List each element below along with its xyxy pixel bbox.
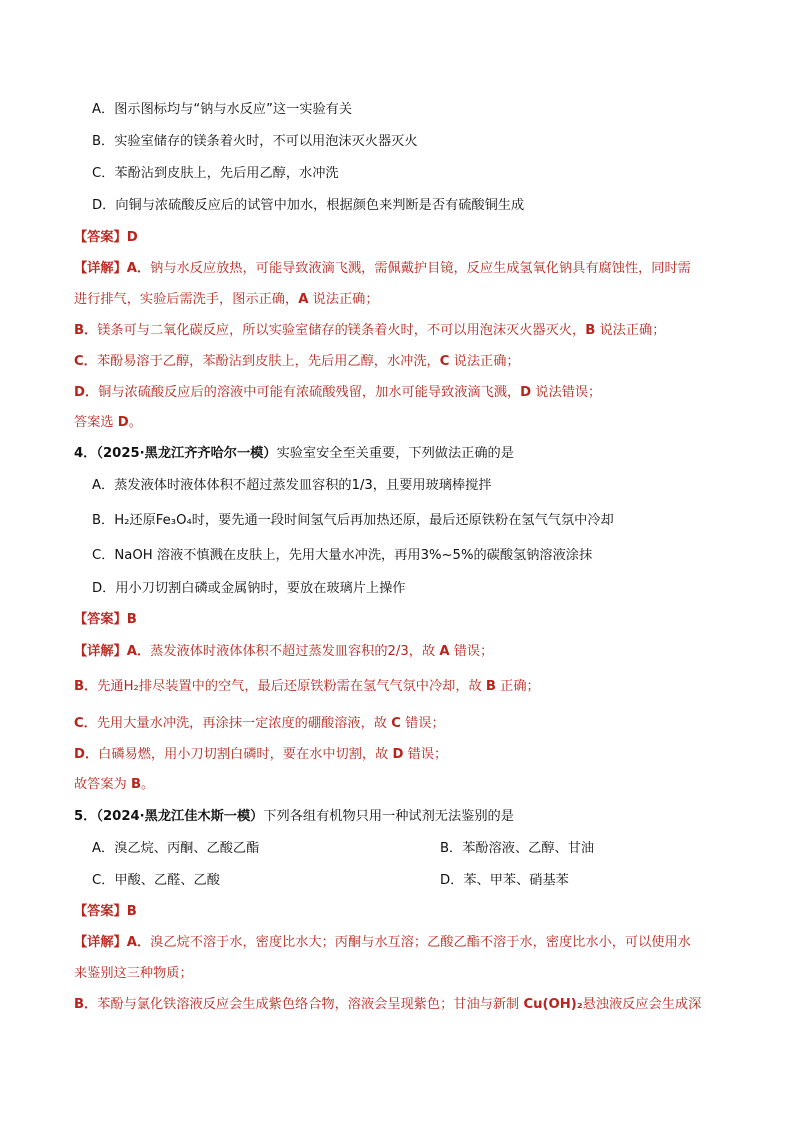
detail-formula: Cu(OH)₂: [523, 997, 583, 1012]
detail-text: 苯酚与氯化铁溶液反应会生成紫色络合物，溶液会呈现紫色；甘油与新制: [97, 997, 524, 1012]
detail-text: 说法正确；: [308, 292, 379, 307]
detail-label: A．: [126, 261, 151, 276]
q4-option-d: D．用小刀切割白磷或金属钠时，要放在玻璃片上操作: [92, 581, 406, 596]
q4-option-b: B．H₂还原Fe₃O₄时，要先通一段时间氢气后再加热还原，最后还原铁粉在氢气气氛中冷却: [92, 513, 614, 528]
detail-text: 说法错误；: [531, 385, 602, 400]
detail-label: B．: [74, 997, 98, 1012]
q4-conclusion: [74, 774, 754, 796]
detail-text: 铜与浓硫酸反应后的溶液中可能有浓硫酸残留，加水可能导致液滴飞溅，: [98, 385, 521, 400]
detail-letter: D: [520, 385, 532, 400]
q4-option-c: C．NaOH 溶液不慎溅在皮肤上，先用大量水冲洗，再用3%~5%的碳酸氢钠溶液涂抹: [92, 548, 593, 563]
conclusion-letter: B: [130, 777, 142, 792]
detail-text: 镁条可与二氧化碳反应，所以实验室储存的镁条着火时，不可以用泡沫灭火器灭火，: [97, 323, 586, 338]
detail-letter: C: [439, 354, 450, 369]
answer-tag: 【答案】: [74, 230, 127, 245]
q5-detail-a-line2: [74, 963, 754, 985]
answer-value: B: [126, 612, 137, 627]
q3-option-d: D．向铜与浓硫酸反应后的试管中加水，根据颜色来判断是否有硫酸铜生成: [92, 198, 525, 213]
q5-option-a: A．溴乙烷、丙酮、乙酸乙酯: [92, 841, 260, 856]
q4-option-a: A．蒸发液体时液体体积不超过蒸发皿容积的1/3，且要用玻璃棒搅拌: [92, 478, 492, 493]
question-source: （2025·黑龙江齐齐哈尔一模）: [96, 446, 277, 461]
detail-text: 先通H₂排尽装置中的空气，最后还原铁粉需在氢气气氛中冷却，故: [97, 679, 486, 694]
q3-detail-b: [74, 320, 754, 342]
detail-label: B．: [74, 323, 98, 338]
detail-letter: C: [391, 716, 401, 731]
q5-detail-b: [74, 994, 754, 1016]
q5-options-row2: [92, 870, 754, 892]
detail-text: 蒸发液体时液体体积不超过蒸发皿容积的2/3，故: [150, 644, 440, 659]
answer-value: B: [126, 904, 137, 919]
detail-text: 钠与水反应放热，可能导致液滴飞溅，需佩戴护目镜，反应生成氢氧化钠具有腐蚀性，同时需: [150, 261, 691, 276]
detail-text: 错误；: [403, 747, 448, 762]
q3-option-b: B．实验室储存的镁条着火时，不可以用泡沫灭火器灭火: [92, 134, 418, 149]
q4-stem: [74, 443, 754, 465]
detail-text: 错误；: [449, 644, 494, 659]
question-source: （2024·黑龙江佳木斯一模）: [96, 809, 264, 824]
detail-label: C．: [74, 716, 97, 731]
detail-tag: 【详解】: [74, 644, 127, 659]
q3-detail-d: [74, 382, 754, 404]
question-text: 实验室安全至关重要，下列做法正确的是: [276, 446, 514, 461]
q4-detail-c: [74, 713, 754, 735]
q4-detail-d: [74, 744, 754, 766]
q3-answer: [74, 227, 754, 249]
detail-tag: 【详解】: [74, 261, 127, 276]
q3-detail-c: [74, 351, 754, 373]
detail-text: 苯酚易溶于乙醇，苯酚沾到皮肤上，先后用乙醇，水冲洗，: [96, 354, 440, 369]
q3-option-a: A．图示图标均与“钠与水反应”这一实验有关: [92, 102, 353, 117]
q5-option-b: B．苯酚溶液、乙醇、甘油: [440, 841, 595, 856]
q5-option-c: C．甲酸、乙醛、乙酸: [92, 873, 220, 888]
conclusion-text: 故答案为: [74, 777, 131, 792]
answer-tag: 【答案】: [74, 904, 127, 919]
q5-answer: [74, 901, 754, 923]
answer-tag: 【答案】: [74, 612, 127, 627]
question-number: 4．: [74, 446, 97, 461]
detail-letter: D: [392, 747, 404, 762]
q4-answer: [74, 609, 754, 631]
answer-value: D: [126, 230, 138, 245]
conclusion-letter: D: [117, 415, 129, 430]
conclusion-end: 。: [141, 777, 155, 792]
q4-detail-b: [74, 676, 754, 698]
q5-options-row1: [92, 838, 754, 860]
detail-label: D．: [74, 747, 99, 762]
conclusion-text: 答案选: [74, 415, 118, 430]
q5-detail-a-line1: [74, 932, 754, 954]
detail-label: B．: [74, 679, 98, 694]
q3-option-c: C．苯酚沾到皮肤上，先后用乙醇，水冲洗: [92, 166, 339, 181]
detail-letter: B: [485, 679, 496, 694]
detail-text: 说法正确；: [595, 323, 666, 338]
detail-tag: 【详解】: [74, 935, 127, 950]
detail-label: A．: [126, 644, 151, 659]
detail-text: 溴乙烷不溶于水，密度比水大；丙酮与水互溶；乙酸乙酯不溶于水，密度比水小，可以使用水: [150, 935, 691, 950]
detail-label: A．: [126, 935, 151, 950]
question-number: 5．: [74, 809, 97, 824]
q3-conclusion: [74, 412, 754, 434]
question-text: 下列各组有机物只用一种试剂无法鉴别的是: [263, 809, 514, 824]
detail-text: 悬浊液反应会生成深: [582, 997, 702, 1012]
detail-text: 先用大量水冲洗，再涂抹一定浓度的硼酸溶液，故: [96, 716, 392, 731]
conclusion-end: 。: [128, 415, 142, 430]
detail-letter: A: [298, 292, 309, 307]
q5-option-d: D．苯、甲苯、硝基苯: [440, 873, 569, 888]
detail-letter: B: [585, 323, 596, 338]
detail-letter: A: [439, 644, 450, 659]
detail-text: 进行排气，实验后需洗手，图示正确，: [74, 292, 299, 307]
detail-text: 正确；: [495, 679, 540, 694]
q3-detail-a-line1: [74, 258, 754, 280]
detail-text: 白磷易燃，用小刀切割白磷时，要在水中切割，故: [98, 747, 393, 762]
detail-text: 错误；: [400, 716, 445, 731]
detail-label: D．: [74, 385, 99, 400]
q4-detail-a: [74, 641, 754, 663]
detail-text: 来鉴别这三种物质；: [74, 966, 193, 981]
detail-label: C．: [74, 354, 97, 369]
q5-stem: [74, 806, 754, 828]
detail-text: 说法正确；: [449, 354, 520, 369]
q3-detail-a-line2: [74, 289, 754, 311]
